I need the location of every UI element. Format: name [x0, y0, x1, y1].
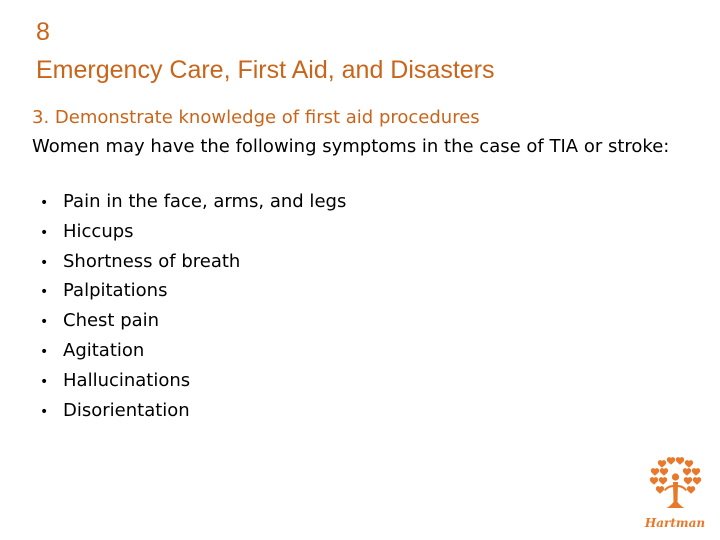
heart-tree-icon [640, 456, 710, 534]
bullet-icon: • [40, 314, 49, 331]
slide-title: Emergency Care, First Aid, and Disasters [36, 56, 495, 84]
list-item [40, 277, 346, 307]
bullet-icon: • [40, 343, 49, 360]
list-item [40, 367, 346, 397]
symptom-label: Agitation [63, 339, 145, 361]
bullet-icon: • [40, 284, 49, 301]
bullet-icon: • [40, 195, 49, 211]
logo-text: Hartman [644, 516, 706, 530]
symptom-label: Chest pain [63, 310, 160, 332]
list-item [40, 218, 346, 248]
symptom-list [40, 188, 346, 426]
symptom-label: Disorientation [63, 399, 190, 421]
intro-text: Women may have the following symptoms in the case of TIA or stroke: [32, 136, 670, 157]
list-item [40, 188, 346, 218]
symptom-label: Palpitations [63, 280, 168, 302]
symptom-label: Pain in the face, arms, and legs [63, 191, 347, 212]
list-item [40, 248, 346, 278]
list-item [40, 397, 346, 427]
symptom-label: Hallucinations [63, 369, 191, 391]
symptom-label: Shortness of breath [63, 250, 241, 272]
hartman-logo [640, 456, 710, 534]
slide-number: 8 [36, 18, 50, 46]
list-item [40, 307, 346, 337]
bullet-icon: • [40, 403, 49, 420]
bullet-icon: • [40, 373, 49, 390]
list-item [40, 337, 346, 367]
bullet-icon: • [40, 224, 49, 241]
bullet-icon: • [40, 254, 49, 271]
symptom-label: Hiccups [63, 220, 134, 242]
section-heading: 3. Demonstrate knowledge of first aid procedures [32, 107, 480, 128]
